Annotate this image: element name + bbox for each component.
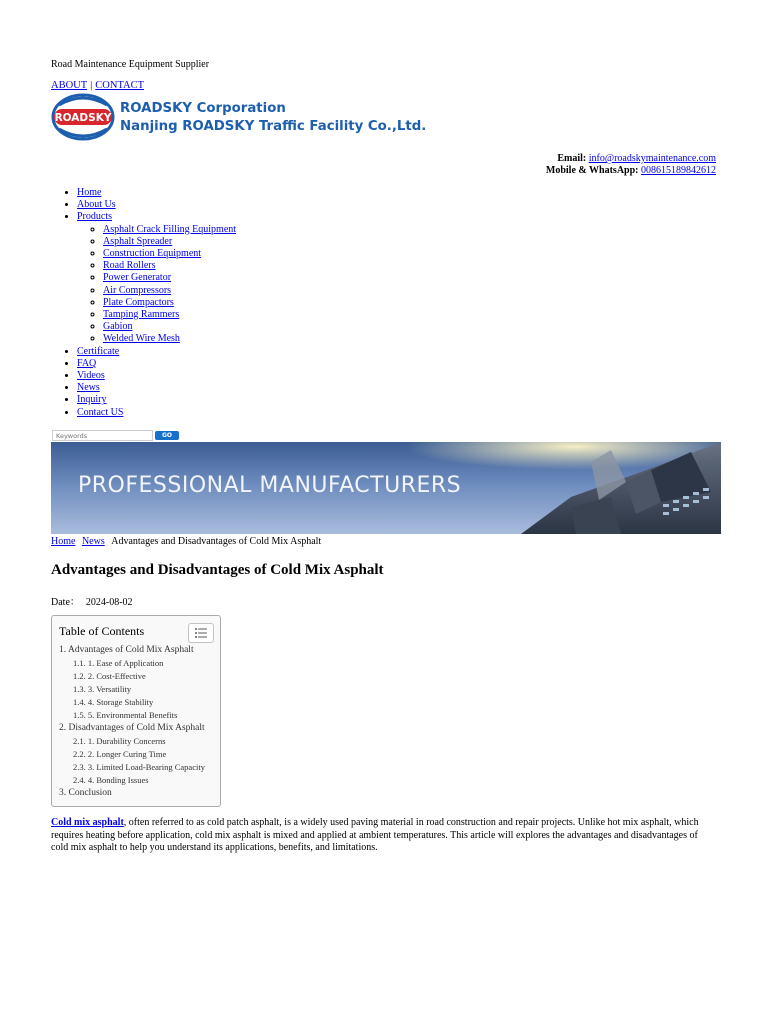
submenu-link-asphalt-spreader[interactable]: Asphalt Spreader (103, 235, 173, 247)
toc-link[interactable]: 2. Disadvantages of Cold Mix Asphalt (59, 723, 205, 733)
tagline: Road Maintenance Equipment Supplier (51, 59, 210, 70)
article-date (51, 593, 133, 608)
submenu-item (103, 272, 236, 284)
search-input[interactable] (52, 430, 153, 441)
site-logo[interactable] (51, 93, 427, 143)
submenu-link-plate-compactors[interactable]: Plate Compactors (103, 296, 174, 308)
submenu-item (103, 236, 236, 248)
toc-link[interactable]: 1.5. 5. Environmental Benefits (73, 710, 178, 720)
link-separator: | (90, 80, 93, 91)
nav-item-home (77, 187, 236, 199)
toc-subitem (59, 696, 205, 709)
contact-info (546, 153, 716, 177)
nav-item-faq (77, 358, 236, 370)
top-links (51, 80, 144, 91)
about-link[interactable]: ABOUT (51, 80, 88, 91)
nav-link-videos[interactable]: Videos (77, 370, 105, 382)
toc-subitem (59, 774, 205, 787)
logo-company-subname: Nanjing ROADSKY Traffic Facility Co.,Ltd. (120, 119, 427, 134)
nav-link-faq[interactable]: FAQ (77, 357, 97, 369)
toc-subitem (59, 761, 205, 774)
toc-toggle-button[interactable] (188, 623, 214, 643)
intro-text: , often referred to as cold patch asphalt, is a widely used paving material in road construction and repair projects. Unlike hot mix asphalt, which requires heating before application, cold mix asphalt is mixed and applied at ambient temperatures. This article will explores the advantages and disadvantages of cold mix asphalt to help you understand its applications, benefits, and limitations. (51, 817, 699, 853)
toc-link[interactable]: 1.1. 1. Ease of Application (73, 658, 164, 668)
toc-subitem (59, 709, 205, 722)
nav-link-home[interactable]: Home (77, 187, 102, 198)
toc-link[interactable]: 1.3. 3. Versatility (73, 684, 132, 694)
nav-link-inquiry[interactable]: Inquiry (77, 394, 107, 406)
article-title: Advantages and Disadvantages of Cold Mix Asphalt (51, 562, 384, 578)
submenu-link-tamping-rammers[interactable]: Tamping Rammers (103, 309, 180, 321)
toc-link[interactable]: 2.2. 2. Longer Curing Time (73, 749, 167, 759)
nav-link-contact-us[interactable]: Contact US (77, 406, 124, 418)
date-label: Date： (51, 597, 80, 608)
toc-item (59, 644, 205, 657)
nav-link-about[interactable]: About Us (77, 199, 116, 211)
submenu-link-crack-filling[interactable]: Asphalt Crack Filling Equipment (103, 223, 237, 235)
phone-row (546, 165, 716, 177)
submenu-link-power-generator[interactable]: Power Generator (103, 272, 172, 284)
submenu-item (103, 321, 236, 333)
phone-label: Mobile & WhatsApp: (545, 165, 639, 176)
nav-item-news (77, 382, 236, 394)
submenu-item (103, 285, 236, 297)
submenu-item (103, 260, 236, 272)
toc-link[interactable]: 2.4. 4. Bonding Issues (73, 775, 149, 785)
submenu-item (103, 333, 236, 345)
nav-link-products[interactable]: Products (77, 211, 112, 223)
list-icon (189, 624, 213, 642)
nav-item-certificate (77, 346, 236, 358)
toc-link[interactable]: 2.1. 1. Durability Concerns (73, 736, 166, 746)
submenu-link-air-compressors[interactable]: Air Compressors (103, 284, 172, 296)
toc-subitem (59, 670, 205, 683)
toc-subitem (59, 735, 205, 748)
toc-item (59, 787, 205, 800)
submenu-item (103, 248, 236, 260)
submenu-item (103, 297, 236, 309)
nav-item-about (77, 199, 236, 211)
date-value: 2024-08-02 (85, 597, 133, 608)
toc-link[interactable]: 1.2. 2. Cost-Effective (73, 671, 146, 681)
toc-list (59, 644, 205, 800)
email-row (546, 153, 716, 165)
nav-item-inquiry (77, 394, 236, 406)
logo-text (120, 100, 426, 136)
breadcrumb-current: Advantages and Disadvantages of Cold Mix Asphalt (111, 536, 322, 547)
submenu-link-road-rollers[interactable]: Road Rollers (103, 260, 156, 272)
breadcrumb-home[interactable]: Home (51, 536, 76, 547)
logo-company-name: ROADSKY Corporation (120, 101, 286, 116)
toc-title: Table of Contents (59, 624, 145, 638)
breadcrumb (51, 536, 321, 547)
submenu-link-construction[interactable]: Construction Equipment (103, 248, 202, 260)
cold-mix-asphalt-link[interactable]: Cold mix asphalt (51, 817, 124, 828)
toc-link[interactable]: 1.4. 4. Storage Stability (73, 697, 154, 707)
table-of-contents (51, 615, 221, 807)
contact-link[interactable]: CONTACT (95, 80, 145, 91)
nav-item-videos (77, 370, 236, 382)
toc-subitem (59, 683, 205, 696)
email-label: Email: (557, 153, 587, 164)
nav-link-certificate[interactable]: Certificate (77, 345, 120, 357)
toc-item (59, 722, 205, 735)
toc-subitem (59, 657, 205, 670)
main-nav (51, 187, 236, 419)
article-intro (51, 817, 701, 855)
submenu-item (103, 224, 236, 236)
phone-link[interactable]: 008615189842612 (641, 165, 716, 176)
toc-link[interactable]: 1. Advantages of Cold Mix Asphalt (59, 645, 194, 655)
hero-banner (51, 442, 721, 534)
submenu-link-welded-wire-mesh[interactable]: Welded Wire Mesh (103, 333, 180, 345)
logo-mark-text: ROADSKY (54, 112, 112, 124)
submenu-item (103, 309, 236, 321)
roadsky-logo-icon (51, 93, 115, 141)
nav-link-news[interactable]: News (77, 382, 100, 394)
toc-link[interactable]: 3. Conclusion (59, 788, 112, 798)
search-go-button[interactable]: GO (155, 431, 179, 440)
nav-item-products (77, 211, 236, 345)
nav-item-contact (77, 407, 236, 419)
banner-text: PROFESSIONAL MANUFACTURERS (78, 473, 462, 498)
products-submenu (77, 224, 236, 346)
toc-link[interactable]: 2.3. 3. Limited Load-Bearing Capacity (73, 762, 205, 772)
toc-subitem (59, 748, 205, 761)
breadcrumb-news[interactable]: News (81, 536, 105, 547)
submenu-link-gabion[interactable]: Gabion (103, 321, 133, 333)
email-link[interactable]: info@roadskymaintenance.com (588, 153, 716, 164)
